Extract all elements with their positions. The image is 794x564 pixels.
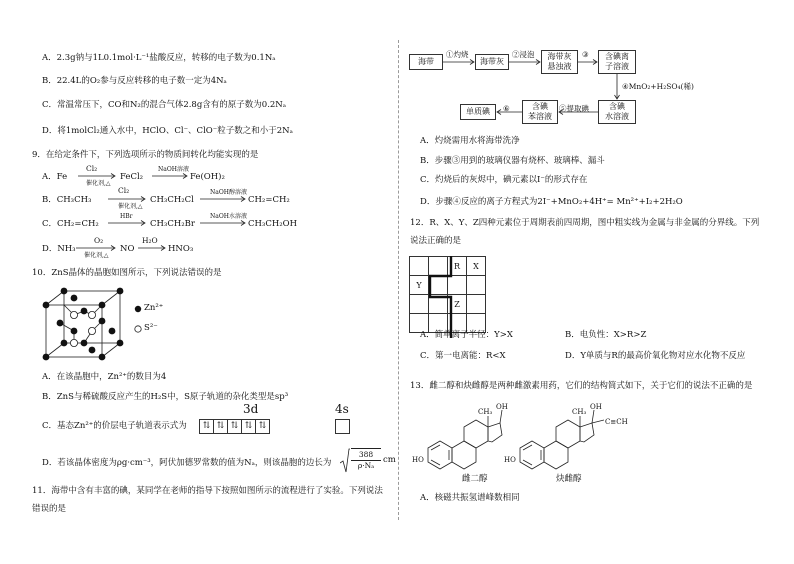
q11-option-d: D．步骤④反应的离子方程式为2I⁻+MnO₂+4H⁺= Mn²⁺+I₂+2H₂O: [420, 197, 683, 207]
q10-option-d: D．若该晶体密度为ρg·cm⁻³，阿伏加德罗常数的值为Nₐ，则该晶胞的边长为: [42, 458, 332, 468]
q12-option-b: B．电负性：X>R>Z: [565, 330, 647, 340]
root-unit: cm: [383, 455, 396, 465]
q10-stem: 10．ZnS晶体的晶胞如图所示，下列说法错误的是: [32, 268, 222, 278]
flow-arrow: [509, 58, 541, 66]
q8-option-a: A．2.3g钠与1L0.1mol·L⁻¹盐酸反应，转移的电子数为0.1Nₐ: [42, 53, 276, 63]
mol2-name: 炔雌醇: [556, 474, 582, 484]
reaction-arrow: [138, 244, 168, 252]
q8-option-d: D．将1molCl₂通入水中，HClO、Cl⁻、ClO⁻粒子数之和小于2Nₐ: [42, 126, 293, 136]
flow-box-ash: 海带灰: [475, 54, 509, 70]
reaction-arrow: [108, 219, 148, 227]
q11-stem: 11．海带中含有丰富的碘，某同学在老师的指导下按照如图所示的流程进行了实验。下列说法: [32, 486, 383, 496]
reaction-arrow: [200, 195, 248, 203]
flow-box-iodide-solution: 含碘离 子溶液: [598, 50, 636, 74]
mol2-ho: HO: [504, 456, 516, 464]
mol1-name: 雌二醇: [462, 474, 488, 484]
q12-option-c: C．第一电离能：R<X: [420, 351, 506, 361]
zns-unit-cell-figure: [40, 285, 140, 365]
cube-root-sign: [340, 448, 350, 474]
root-denominator: ρ·Nₐ: [357, 461, 375, 470]
mol1-oh: OH: [496, 403, 508, 411]
q11-option-a: A．灼烧需用水将海带洗净: [420, 136, 520, 146]
metal-boundary-line: [409, 256, 493, 340]
reaction-arrow: [152, 172, 190, 180]
orbital-4s-box: [335, 419, 350, 434]
q10-option-b: B．ZnS与稀硫酸反应产生的H₂S中，S原子轨道的杂化类型是sp³: [42, 392, 289, 402]
q12-option-a: A．简单离子半径：Y>X: [420, 330, 513, 340]
flow-box-iodine: 单质碘: [460, 104, 496, 120]
q10-option-a: A．在该晶胞中，Zn²⁺的数目为4: [42, 372, 167, 382]
q11-stem-line2: 错误的是: [32, 504, 67, 514]
q11-option-c: C．灼烧后的灰烬中，碘元素以I⁻的形式存在: [420, 175, 588, 185]
q8-option-c: C．常温常压下，CO和N₂的混合气体2.8g含有的原子数为0.2Nₐ: [42, 100, 287, 110]
root-numerator: 388: [351, 448, 381, 459]
q12-option-d: D．Y单质与R的最高价氧化物对应水化物不反应: [565, 351, 746, 361]
q12-stem: 12．R、X、Y、Z四种元素位于周期表前四周期，图中粗实线为金属与非金属的分界线。下列: [410, 218, 760, 228]
s-legend-label: S²⁻: [144, 323, 158, 333]
mol2-oh: OH: [590, 403, 602, 411]
orbital-4s-label: 4s: [335, 402, 349, 416]
flow-box-suspension: 海带灰 悬浊液: [541, 50, 578, 74]
mol1-ch3: CH₃: [478, 408, 493, 416]
flow-arrow-left: [558, 108, 598, 116]
q10-option-c: C．基态Zn²⁺的价层电子轨道表示式为: [42, 421, 187, 431]
zn-legend-dot: [134, 305, 142, 313]
flow-box-iodine-benzene: 含碘 苯溶液: [522, 100, 558, 124]
q9-stem: 9．在给定条件下，下列选项所示的物质间转化均能实现的是: [32, 150, 259, 160]
periodic-grid: R X Y Z: [409, 256, 486, 333]
flow-box-iodine-water: 含碘 水溶液: [598, 100, 636, 124]
mol2-alkyne: C≡CH: [605, 418, 628, 426]
flow-arrow: [443, 58, 475, 66]
orbital-3d-label: 3d: [243, 402, 259, 416]
column-divider: [398, 40, 399, 520]
q8-option-b: B．22.4L的O₂参与反应转移的电子数一定为4Nₐ: [42, 76, 227, 86]
estradiol-structure: [416, 398, 506, 472]
flow-arrow-down: [613, 74, 621, 100]
q11-option-b: B．步骤③用到的玻璃仪器有烧杯、玻璃棒、漏斗: [420, 156, 605, 166]
q12-stem-line2: 说法正确的是: [410, 236, 462, 246]
flow-arrow-left: [496, 108, 522, 116]
q13-option-a: A．核磁共振氢谱峰数相同: [420, 493, 520, 503]
zn-legend-label: Zn²⁺: [144, 303, 164, 313]
orbital-3d-boxes: ⇅ ⇅ ⇅ ⇅ ⇅: [200, 419, 270, 434]
q13-stem: 13．雌二醇和炔雌醇是两种雌激素用药，它们的结构简式如下，关于它们的说法不正确的是: [410, 381, 753, 391]
mol2-ch3: CH₃: [572, 408, 587, 416]
reaction-arrow: [200, 219, 248, 227]
flow-box-seaweed: 海带: [409, 54, 443, 70]
mol1-ho: HO: [412, 456, 424, 464]
flow-arrow: [578, 58, 598, 66]
s-legend-dot: [134, 325, 142, 333]
